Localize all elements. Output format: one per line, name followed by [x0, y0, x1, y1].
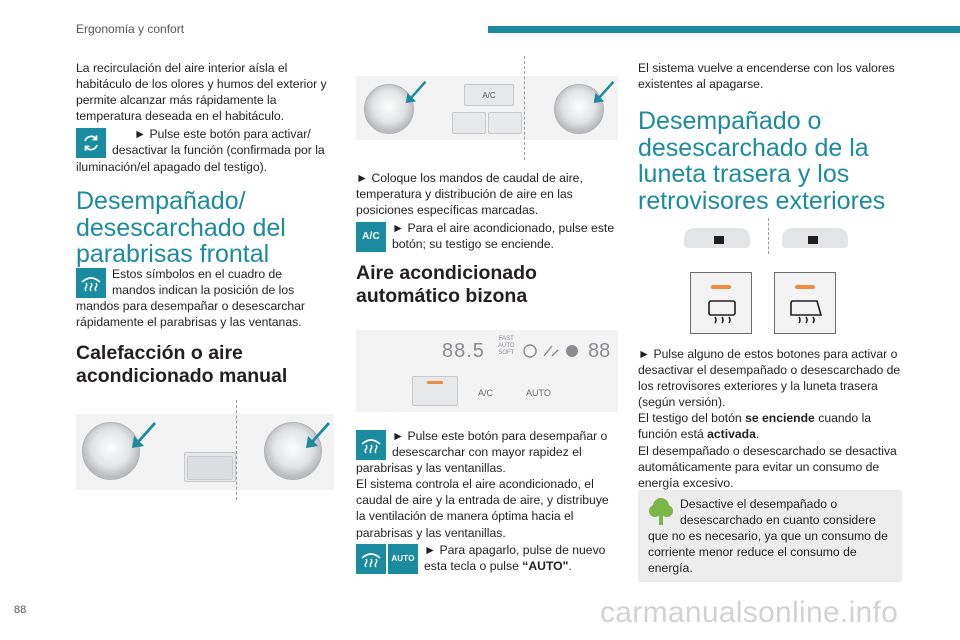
eco-tip-box	[638, 490, 902, 582]
max-defrost-button	[412, 376, 458, 406]
mode-soft: SOFT	[498, 350, 515, 356]
rear-screen-defrost-button	[690, 272, 752, 334]
auto-off-paragraph: El desempañado o desescarchado se desactiva automáticamente para evitar un consumo de energía excesivo.	[638, 443, 897, 490]
indicator-text-a: El testigo del botón	[638, 411, 746, 426]
switch-off-instruction	[356, 542, 618, 574]
indicator-text-bold-a: se enciende	[745, 411, 815, 426]
windscreen-defrost-icon	[76, 268, 106, 298]
ac-button	[464, 84, 514, 106]
rear-defrost-illustration	[676, 218, 856, 338]
ac-icon-label: A/C	[362, 231, 380, 243]
rear-defrost-instruction: ► Pulse alguno de estos botones para activar o desactivar el desempañado o desescarchado de los retrovisores exteriores y la luneta trasera (según versión).	[638, 347, 901, 410]
eco-tree-icon	[648, 496, 674, 526]
restart-paragraph: El sistema vuelve a encenderse con los valores existentes al apagarse.	[638, 61, 895, 92]
indicator-light	[427, 381, 443, 384]
camera-dot	[714, 236, 724, 244]
eco-tip-text: Desactive el desempañado o desescarchado en cuanto considere que no es necesario, ya que un consumo de corriente menor reduce el consumo de energía.	[648, 497, 888, 576]
windscreen-defrost-paragraph: Estos símbolos en el cuadro de mandos indican la posición de los mandos para desempañar o desescarchar rápidamente el parabrisas y las ventanas.	[76, 267, 305, 330]
indicator-light	[795, 285, 815, 289]
heading-rear-defrost: Desempañado o desescarchado de la luneta trasera y los retrovisores exteriores	[638, 107, 886, 215]
pointer-arrow-icon	[304, 420, 332, 450]
recirculation-paragraph: La recirculación del aire interior aísla el habitáculo de los olores y humos del exterior y permite alcanzar más rápidamente la temperatura deseada en el habitáculo.	[76, 61, 327, 124]
indicator-light	[711, 285, 731, 289]
heading-manual-ac: Calefacción o aire acondicionado manual	[76, 342, 288, 387]
right-temp-display: 88	[588, 340, 611, 362]
ac-icon	[356, 222, 386, 252]
mirror-defrost-button	[774, 272, 836, 334]
heading-auto-dual-zone: Aire acondicionado automático bizona	[356, 262, 537, 307]
auto-icon-label: AUTO	[391, 553, 415, 563]
header-accent-bar	[488, 26, 960, 33]
seat-heating-button	[187, 456, 233, 480]
recirculation-action-text: ► Pulse este botón para activar/ desactivar la función (confirmada por la iluminación/el apagado del testigo).	[76, 127, 325, 174]
auto-ac-illustration	[356, 322, 618, 412]
max-defrost-instruction-text: ► Pulse este botón para desempañar o desescarchar con mayor rapidez el parabrisas y las ventanillas.	[356, 429, 608, 476]
indicator-paragraph	[638, 410, 904, 442]
indicator-text-c: .	[755, 427, 760, 442]
divider-dashed	[524, 56, 525, 160]
switch-off-auto-label: “AUTO"	[522, 558, 569, 573]
indicator-text-b: cuando la función está	[638, 411, 872, 442]
camera-dot	[808, 236, 818, 244]
recirculation-icon	[76, 128, 106, 158]
display-symbols-icon	[522, 342, 586, 360]
watermark: carmanualsonline.info	[600, 596, 899, 629]
recirculation-button	[452, 112, 486, 134]
left-temp-display: 88.5	[442, 340, 485, 362]
page-number: 88	[14, 604, 27, 616]
rear-defrost-text	[638, 346, 904, 491]
switch-off-text: ► Para apagarlo, pulse de nuevo esta tecla o pulse	[424, 542, 606, 573]
pointer-arrow-icon	[592, 78, 616, 106]
mode-auto: AUTO	[498, 343, 515, 349]
pointer-arrow-icon	[404, 78, 428, 106]
ac-instruction-button-text: ► Para el aire acondicionado, pulse este botón; su testigo se enciende.	[392, 221, 615, 252]
ac-instruction-button	[356, 220, 618, 252]
rear-screen-defrost-icon	[707, 299, 737, 327]
mirror-defrost-icon	[789, 299, 823, 327]
manual-ac-illustration	[76, 400, 334, 500]
auto-ac-text	[356, 428, 618, 574]
windscreen-defrost-icon	[356, 430, 386, 460]
ac-button-label: A/C	[478, 388, 494, 398]
auto-button-label: AUTO	[526, 388, 551, 398]
mode-fast: FAST	[498, 336, 514, 342]
heading-windscreen-defrost: Desempañado/ desescarchado del parabrisas frontal	[76, 187, 286, 268]
auto-system-paragraph: El sistema controla el aire acondicionado, el caudal de aire y la entrada de aire, y distribuye la ventilación de manera óptima hacia el parabrisas y las ventanillas.	[356, 477, 609, 540]
recirculation-text	[76, 60, 328, 175]
windscreen-defrost-text	[76, 266, 328, 330]
divider-dashed	[768, 218, 769, 254]
seat-heating-button	[488, 112, 522, 134]
ac-instructions	[356, 170, 618, 252]
ac-button-illustration	[356, 56, 618, 160]
ac-instruction-knobs: ► Coloque los mandos de caudal de aire, temperatura y distribución de aire en las posiciones específicas marcadas.	[356, 171, 583, 218]
windscreen-defrost-icon	[356, 544, 386, 574]
indicator-text-bold-b: activada	[707, 427, 756, 442]
section-header: Ergonomía y confort	[76, 22, 185, 36]
pointer-arrow-icon	[130, 420, 158, 450]
auto-icon	[388, 544, 418, 574]
divider-dashed	[236, 400, 237, 500]
recirculation-action	[76, 126, 328, 174]
switch-off-period: .	[568, 558, 572, 573]
ac-button-label: A/C	[482, 90, 496, 100]
mode-display	[498, 336, 515, 357]
max-defrost-instruction	[356, 428, 618, 476]
